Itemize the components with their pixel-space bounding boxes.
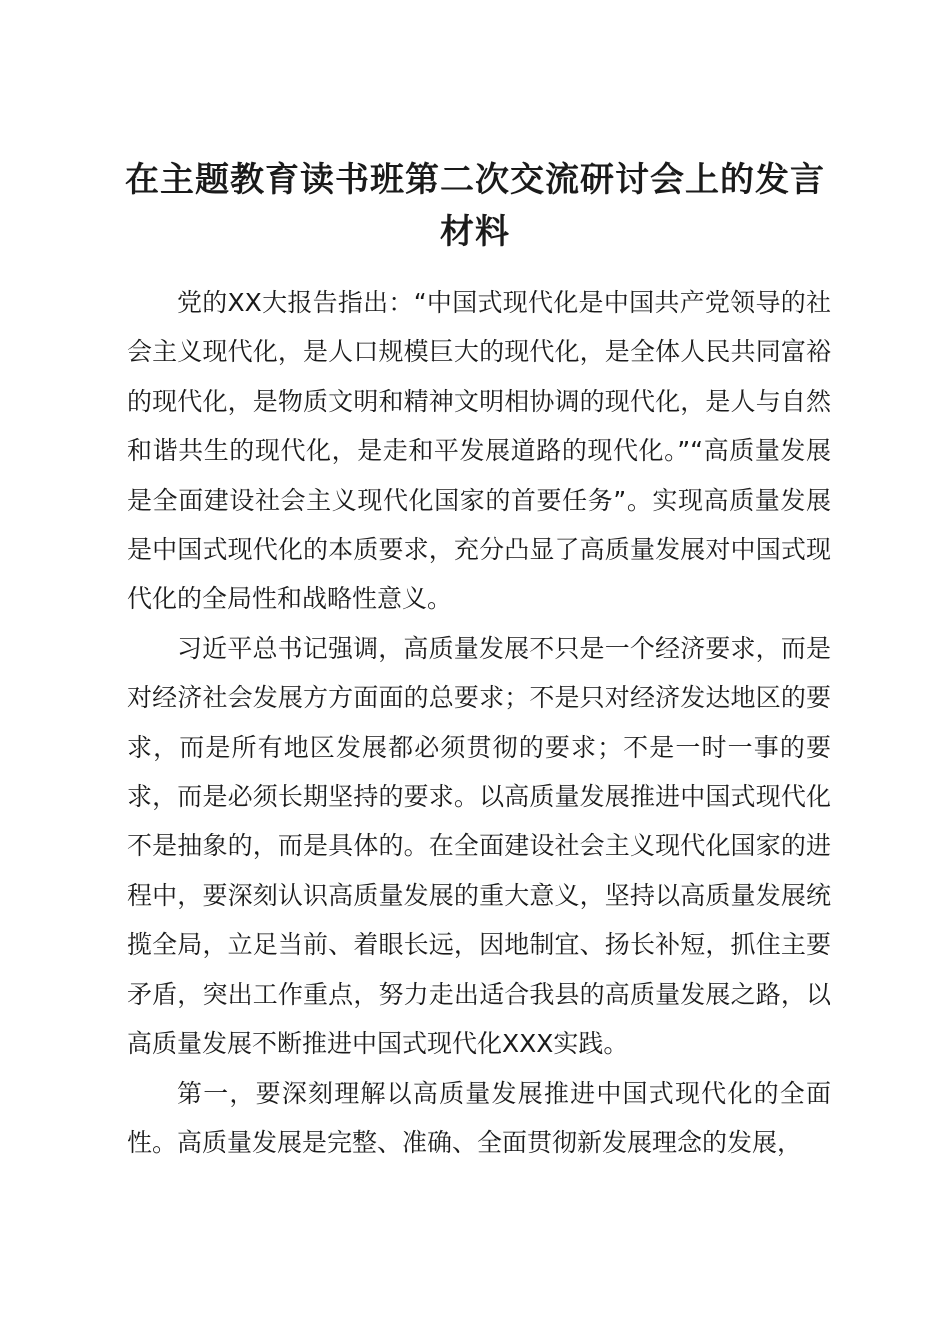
document-body [127,278,831,1167]
document-title: 在主题教育读书班第二次交流研讨会上的发言材料 [125,160,825,252]
paragraph-2: 习近平总书记强调，高质量发展不只是一个经济要求，而是对经济社会发展方方面面的总要求；不是只对经济发达地区的要求，而是所有地区发展都必须贯彻的要求；不是一时一事的要求，而是必须长期坚持的要求。以高质量发展推进中国式现代化不是抽象的，而是具体的。在全面建设社会主义现代化国家的进程中，要深刻认识高质量发展的重大意义，坚持以高质量发展统揽全局，立足当前、着眼长远，因地制宜、扬长补短，抓住主要矛盾，突出工作重点，努力走出适合我县的高质量发展之路，以高质量发展不断推进中国式现代化XXX实践。 [127,633,831,1059]
paragraph-1: 党的XX大报告指出：“中国式现代化是中国共产党领导的社会主义现代化，是人口规模巨大的现代化，是全体人民共同富裕的现代化，是物质文明和精神文明相协调的现代化，是人与自然和谐共生的现代化，是走和平发展道路的现代化。”“高质量发展是全面建设社会主义现代化国家的首要任务”。实现高质量发展是中国式现代化的本质要求，充分凸显了高质量发展对中国式现代化的全局性和战略性意义。 [127,288,831,614]
paragraph-3: 第一，要深刻理解以高质量发展推进中国式现代化的全面性。高质量发展是完整、准确、全面贯彻新发展理念的发展， [127,1078,831,1157]
